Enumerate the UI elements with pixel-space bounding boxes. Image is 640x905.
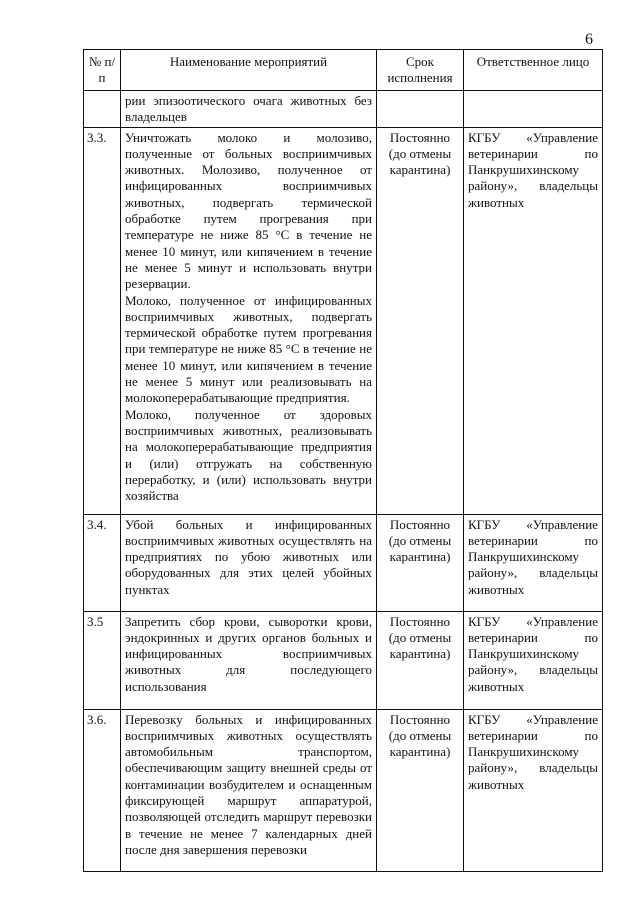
row-num: 3.3. [84,127,121,514]
row-term: Постоянно (до отмены карантина) [377,127,464,514]
row-description [121,611,377,709]
row-paragraph: рии эпизоотического очага животных без владельцев [125,92,372,124]
table-row [84,514,603,611]
page-number: 6 [585,31,593,48]
row-paragraph: Уничтожать молоко и молозиво, полученные от больных восприимчивых животных. Молозиво, полученное от инфицированных восприимчивых животных, подвергать термической обработке путем прогревания при температуре не ниже 85 °С в течение не менее 10 минут, или кипячением в течение не менее 5 минут и использовать внутри резервации. [125,129,372,292]
row-paragraph: Молоко, полученное от инфицированных восприимчивых животных, подвергать термической обработке путем прогревания при температуре не ниже 85 °С в течение не менее 10 минут, или кипячением в течение не менее 5 минут или реализовывать на молокоперерабатывающие предприятия. [125,292,372,406]
table-row [84,709,603,871]
row-term [377,90,464,127]
row-num: 3.6. [84,709,121,871]
header-term: Срок исполнения [377,50,464,91]
table-row [84,611,603,709]
row-description [121,127,377,514]
row-description [121,709,377,871]
row-term: Постоянно (до отмены карантина) [377,514,464,611]
row-responsible: КГБУ «Управление ветеринарии по Панкрушихинскому району», владельцы животных [464,514,603,611]
row-responsible [464,90,603,127]
table-row [84,127,603,514]
table-row [84,90,603,127]
row-term: Постоянно (до отмены карантина) [377,709,464,871]
row-description [121,90,377,127]
row-responsible: КГБУ «Управление ветеринарии по Панкрушихинскому району», владельцы животных [464,127,603,514]
row-num: 3.5 [84,611,121,709]
header-name: Наименование мероприятий [121,50,377,91]
row-paragraph: Молоко, полученное от здоровых восприимчивых животных, реализовывать на молокоперерабатывающие предприятия и (или) отгружать на собственную переработку, и (или) использовать внутри хозяйства [125,406,372,504]
row-paragraph: Запретить сбор крови, сыворотки крови, эндокринных и других органов больных и инфицированных восприимчивых животных для последующего использования [125,613,372,694]
row-num [84,90,121,127]
header-responsible: Ответственное лицо [464,50,603,91]
row-paragraph: Перевозку больных и инфицированных восприимчивых животных осуществлять автомобильным транспортом, обеспечивающим защиту внешней среды от контаминации возбудителем и оснащенным фиксирующей маршрут аппаратурой, позволяющей отследить маршрут перевозки в течение не менее 7 календарных дней после дня завершения перевозки [125,711,372,857]
row-description [121,514,377,611]
header-num: № п/п [84,50,121,91]
row-paragraph: Убой больных и инфицированных восприимчивых животных осуществлять на предприятиях по убою животных или оборудованных для этих целей убойных пунктах [125,516,372,597]
row-responsible: КГБУ «Управление ветеринарии по Панкрушихинскому району», владельцы животных [464,709,603,871]
row-num: 3.4. [84,514,121,611]
measures-table [83,49,603,872]
row-responsible: КГБУ «Управление ветеринарии по Панкрушихинскому району», владельцы животных [464,611,603,709]
table-header-row [84,50,603,91]
row-term: Постоянно (до отмены карантина) [377,611,464,709]
